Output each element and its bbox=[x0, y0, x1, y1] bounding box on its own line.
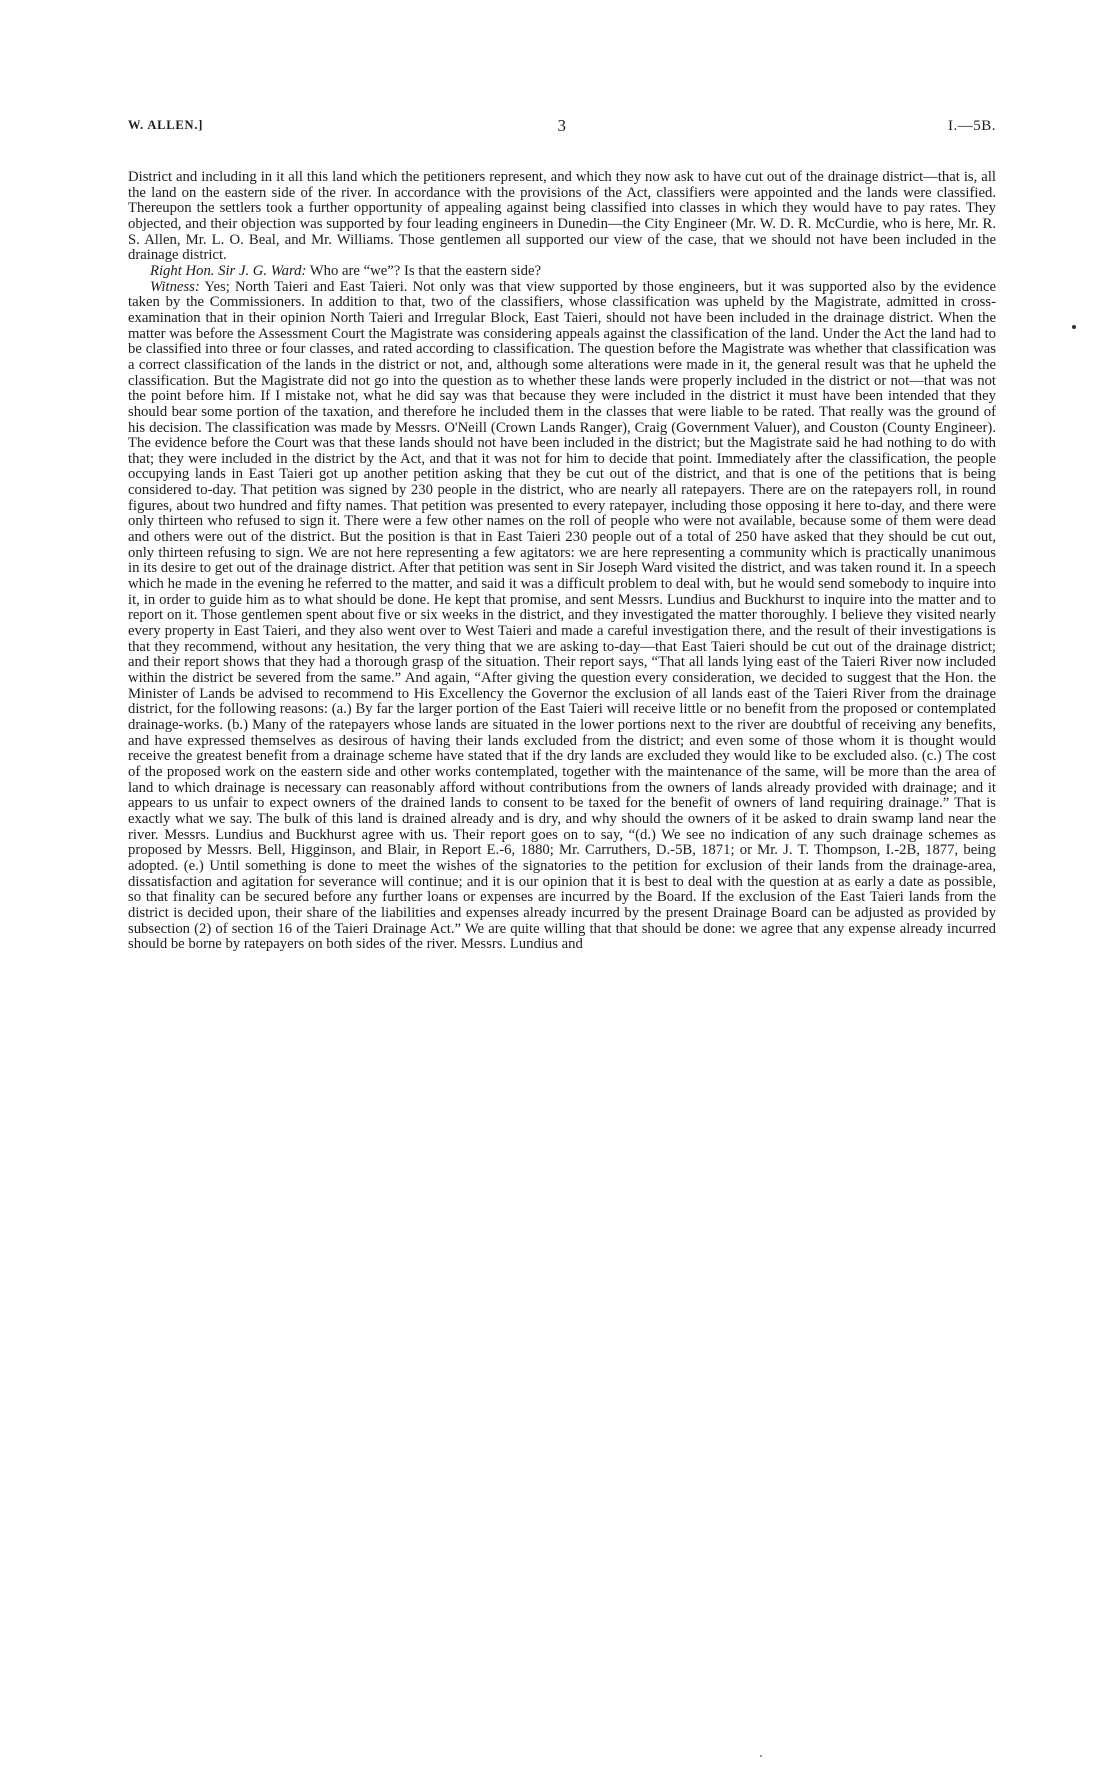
paragraph-text: Yes; North Taieri and East Taieri. Not only was that view supported by those engineers, but it was supported also by the evidence taken by the Commissioners. In addition to that, two of the classifiers, whose classification was upheld by the Magistrate, admitted in cross-examination that in their opinion North Taieri and Irregular Block, East Taieri, should not have been included in the drainage district. When the matter was before the Assessment Court the Magistrate was considering appeals against the classification of the land. Under the Act the land had to be classified into three or four classes, and rated according to classification. The question before the Magistrate was whether that classification was a correct classification of the lands in the district or not, and, although some alterations were made in it, the general result was that he upheld the classification. But the Magistrate did not go into the question as to whether these lands were properly included in the district or not—that was not the point before him. If I mistake not, what he did say was that because they were included in the district it must have been intended that they should bear some portion of the taxation, and therefore he included them in the classes that were liable to be rated. That really was the ground of his decision. The classification was made by Messrs. O'Neill (Crown Lands Ranger), Craig (Government Valuer), and Couston (County Engineer). The evidence before the Court was that these lands should not have been included in the district; but the Magistrate said he had nothing to do with that; they were included in the district by the Act, and that it was not for him to decide that point. Immediately after the classification, the people occupying lands in East Taieri got up another petition asking that they be cut out of the district, and that is one of the petitions that is being considered to-day. That petition was signed by 230 people in the district, who are nearly all ratepayers. There are on the ratepayers roll, in round figures, about two hundred and fifty names. That petition was presented to every ratepayer, including those opposing it here to-day, and there were only thirteen who refused to sign it. There were a few other names on the roll of people who were not available, because some of them were dead and others were out of the district. But the position is that in East Taieri 230 people out of a total of 250 have asked that they should be cut out, only thirteen refusing to sign. We are not here representing a few agitators: we are here representing a community which is practically unanimous in its desire to get out of the drainage district. After that petition was sent in Sir Joseph Ward visited the district, and was taken round it. In a speech which he made in the evening he referred to the matter, and said it was a difficult problem to deal with, but he would send somebody to inquire into it, in order to guide him as to what should be done. He kept that promise, and sent Messrs. Lundius and Buckhurst to inquire into the matter and to report on it. Those gentlemen spent about five or six weeks in the district, and they investigated the matter thoroughly. I believe they visited nearly every property in East Taieri, and they also went over to West Taieri and made a careful investigation there, and the result of their investigations is that they recommend, without any hesitation, the very thing that we are asking to-day—that East Taieri should be cut out of the drainage district; and their report shows that they had a thorough grasp of the situation. Their report says, “That all lands lying east of the Taieri River now included within the district be severed from the same.” And again, “After giving the question every consideration, we decided to suggest that the Hon. the Minister of Lands be advised to recommend to His Excellency the Governor the exclusion of all lands east of the Taieri River from the drainage district, for the following reasons: (a.) By far the larger portion of the East Taieri will receive little or no benefit from the proposed or contemplated drainage-works. (b.) Many of the ratepayers whose lands are situated in the lower portions next to the river are doubtful of receiving any benefits, and have expressed themselves as desirous of having their lands excluded from the district; and even some of those whom it is thought would receive the greatest benefit from a drainage scheme have stated that if the dry lands are excluded they would like to be excluded also. (c.) The cost of the proposed work on the eastern side and other works contemplated, together with the maintenance of the same, will be more than the area of land to which drainage is necessary can reasonably afford without contributions from the owners of lands already provided with drainage; and it appears to us unfair to expect owners of the drained lands to consent to be taxed for the benefit of owners of land requiring drainage.” That is exactly what we say. The bulk of this land is drained already and is dry, and why should the owners of it be asked to drain swamp land near the river. Messrs. Lundius and Buckhurst agree with us. Their report goes on to say, “(d.) We see no indication of any such drainage schemes as proposed by Messrs. Bell, Higginson, and Blair, in Report E.-6, 1880; Mr. Carruthers, D.-5B, 1871; or Mr. J. T. Thompson, I.-2B, 1877, being adopted. (e.) Until something is done to meet the wishes of the signatories to the petition for exclusion of their lands from the drainage-area, dissatisfaction and agitation for severance will continue; and it is our opinion that it is best to deal with the question at as early a date as possible, so that finality can be secured before any further loans or expenses are incurred by the Board. If the exclusion of the East Taieri lands from the district is decided upon, their share of the liabilities and expenses already incurred by the present Drainage Board can be adjusted as provided by subsection (2) of section 16 of the Taieri Drainage Act.” We are quite willing that that should be done: we agree that any expense already incurred should be borne by ratepayers on both sides of the river. Messrs. Lundius and bbox=[128, 278, 996, 953]
document-reference: I.—5B. bbox=[948, 118, 996, 134]
paragraph-text: Who are “we”? Is that the eastern side? bbox=[306, 262, 542, 279]
paragraph-2 bbox=[128, 264, 996, 280]
speaker-label: Witness: bbox=[150, 278, 200, 295]
page-header bbox=[128, 118, 996, 140]
paragraph-1 bbox=[128, 170, 996, 264]
paragraph-text: District and including in it all this land which the petitioners represent, and which they now ask to have cut out of the drainage district—that is, all the land on the eastern side of the river. In accordance with the provisions of the Act, classifiers were appointed and the lands were classified. Thereupon the settlers took a further opportunity of appealing against being classified into classes in which they would have to pay rates. They objected, and their objection was supported by four leading engineers in Dunedin—the City Engineer (Mr. W. D. R. McCurdie, who is here, Mr. R. S. Allen, Mr. L. O. Beal, and Mr. Williams. Those gentlemen all supported our view of the case, that we should not have been included in the drainage district. bbox=[128, 169, 996, 264]
scan-speck bbox=[760, 1755, 762, 1757]
margin-dot-mark bbox=[1072, 325, 1076, 329]
paragraph-3 bbox=[128, 280, 996, 953]
document-body bbox=[128, 170, 996, 953]
header-witness-name: W. ALLEN.] bbox=[128, 118, 204, 132]
speaker-label: Right Hon. Sir J. G. Ward: bbox=[150, 262, 307, 279]
page-number: 3 bbox=[557, 116, 567, 135]
